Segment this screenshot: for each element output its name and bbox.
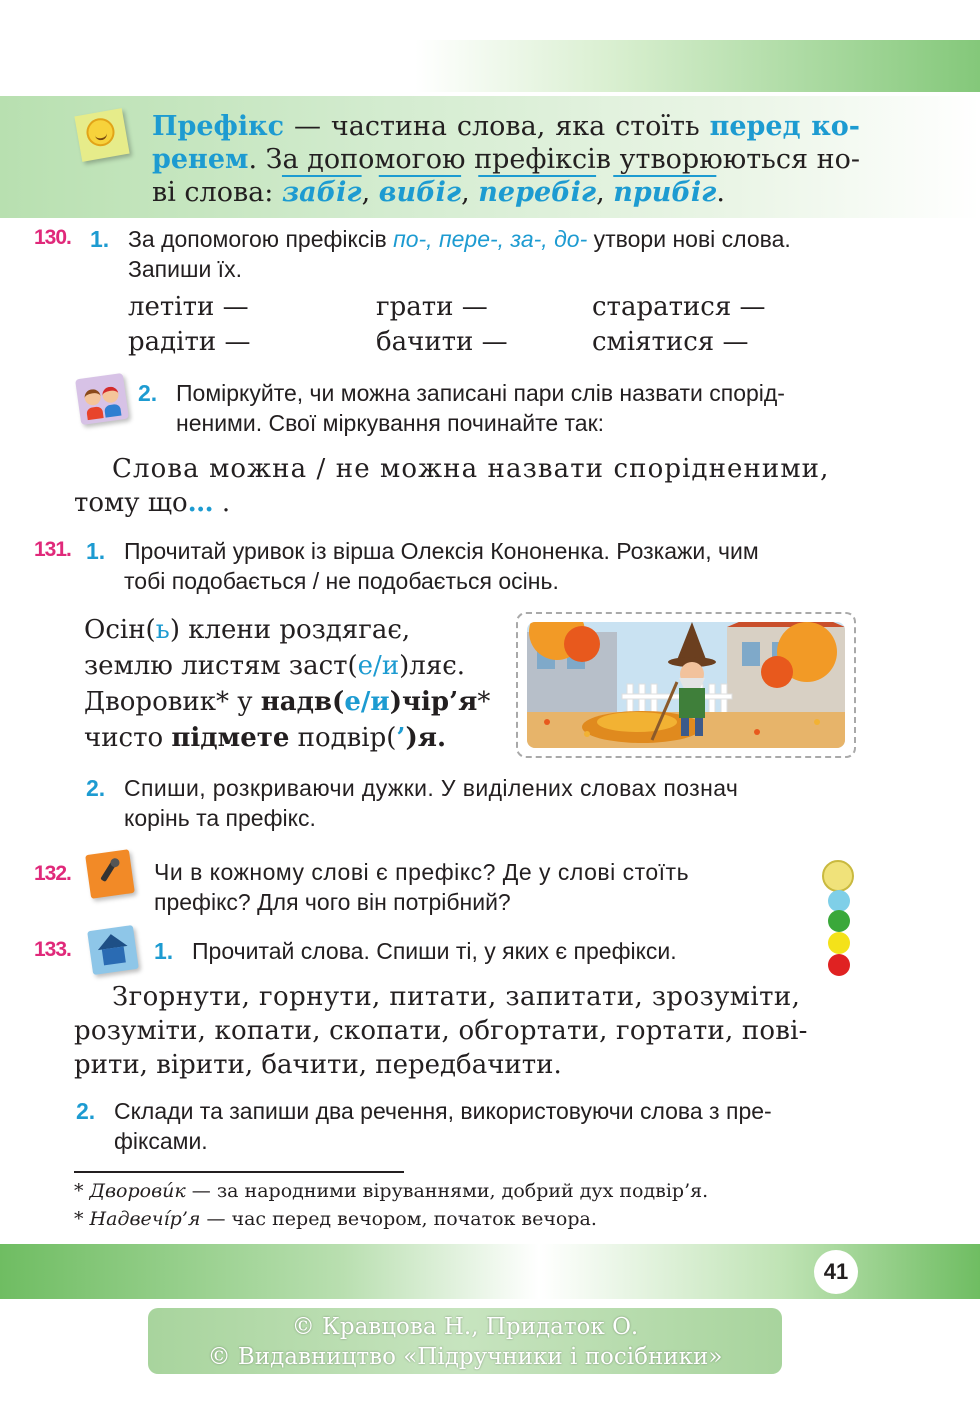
rule-term: Префікс — [152, 111, 285, 142]
example-word: перебіг — [478, 177, 597, 208]
copyright-line: © Видавництво «Підручники і посібники» — [207, 1344, 723, 1370]
microphone-icon — [85, 849, 135, 899]
poem-line: чисто підмете подвір(’)я. — [84, 723, 447, 753]
house-icon — [87, 925, 139, 975]
footnote: * Дворови́к — за народними віруваннями, добрий дух подвір’я. — [74, 1180, 709, 1202]
copyright-line: © Кравцова Н., Придаток О. — [291, 1314, 639, 1340]
children-pair-icon — [75, 373, 129, 425]
task-number: 2. — [138, 380, 158, 406]
poem-line: Осін(ь) клени роздягає, — [84, 615, 411, 645]
rule-emphasis: перед ко-ренем — [152, 111, 860, 175]
task-number: 2. — [86, 775, 106, 801]
page-number: 41 — [814, 1250, 858, 1294]
exercise-number-133: 133. — [34, 938, 71, 961]
example-word: прибіг — [613, 177, 717, 208]
word-list-line1: Згорнути, горнути, питати, запитати, зрозуміти, — [112, 982, 801, 1012]
sample-sentence-line2: тому що… . — [74, 488, 231, 518]
sample-sentence-line1: Слова можна / не можна назвати спорідненими, — [112, 454, 830, 484]
exercise-number-130: 130. — [34, 226, 71, 249]
task-text-131-2: Спиши, розкриваючи дужки. У виділених словах познач корінь та префікс. — [124, 775, 739, 831]
poem — [84, 612, 490, 756]
word-list-line2: розуміти, копати, скопати, обгортати, гортати, пові- — [74, 1016, 808, 1046]
copyright-box — [148, 1308, 782, 1374]
task-text-133-2: Склади та запиши два речення, використовуючи слова з пре- фіксами. — [114, 1098, 772, 1154]
grid-word: летіти — — [128, 292, 249, 322]
grid-word: радіти — — [128, 327, 251, 357]
word-list-line3: рити, вірити, бачити, передбачити. — [74, 1050, 562, 1080]
grid-word: сміятися — — [592, 327, 749, 357]
top-green-band — [415, 40, 980, 92]
footnote: * Надвечі́р’я — час перед вечором, початок вечора. — [74, 1208, 597, 1230]
task-number: 1. — [86, 538, 106, 564]
task-number: 2. — [76, 1098, 96, 1124]
task-text-133-1: Прочитай слова. Спиши ті, у яких є префікси. — [192, 938, 677, 964]
task-text-132: Чи в кожному слові є префікс? Де у слові стоїть префікс? Для чого він потрібний? — [154, 859, 690, 915]
grid-word: бачити — — [376, 327, 508, 357]
poem-line: Дворовик* у надв(е/и)чір’я* — [84, 687, 491, 717]
task-number: 1. — [154, 938, 174, 964]
grid-word: грати — — [376, 292, 488, 322]
caterpillar-icon — [818, 850, 862, 980]
autumn-illustration — [527, 622, 845, 748]
exercise-number-132: 132. — [34, 862, 71, 885]
task-text-130-1: За допомогою префіксів по-, пере-, за-, до- утвори нові слова. Запиши їх. — [128, 226, 791, 282]
rule-definition: Префікс — частина слова, яка стоїть перед ко-ренем. За допомогою префіксів утворюються но-ві слова: забіг, вибіг, перебіг, прибіг. — [152, 111, 860, 208]
task-number: 1. — [90, 226, 110, 252]
task-text-131-1: Прочитай уривок із вірша Олексія Кононенка. Розкажи, чим тобі подобається / не подобається осінь. — [124, 538, 759, 594]
example-word: вибіг — [378, 177, 462, 208]
footnote-divider — [74, 1171, 404, 1173]
poem-line: землю листям заст(е/и)ляє. — [84, 651, 466, 681]
example-word: забіг — [281, 177, 362, 208]
exercise-number-131: 131. — [34, 538, 71, 561]
smiley-note-icon — [74, 108, 129, 162]
task-text-130-2: Поміркуйте, чи можна записані пари слів назвати спорід- неними. Свої міркування починайте так: — [176, 380, 785, 436]
grid-word: старатися — — [592, 292, 766, 322]
prefix-list: по-, пере-, за-, до- — [393, 226, 588, 252]
